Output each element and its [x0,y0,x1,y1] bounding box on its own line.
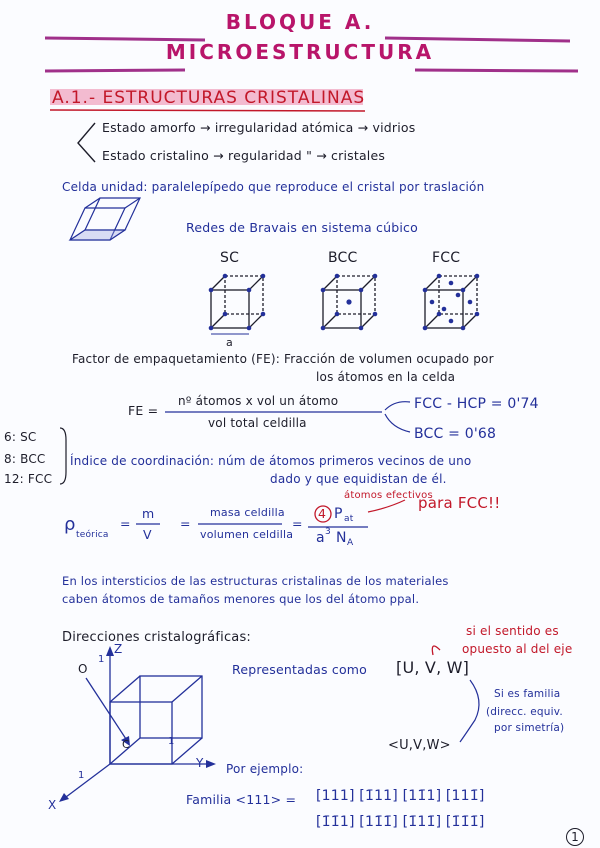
fe-fcc-value: FCC - HCP = 0'74 [414,396,539,412]
dir-uvw: [U, V, W] [396,658,470,677]
fe-numerator: nº átomos x vol un átomo [178,394,339,408]
coord-bcc: 8: BCC [4,452,46,466]
density-note-fcc: para FCC!! [418,494,501,512]
coord-fcc: 12: FCC [4,472,53,486]
density-n: 4 [318,506,327,521]
states-bracket [78,123,95,162]
axis-x-one: 1 [78,770,85,781]
dir-representadas: Representadas como [232,662,368,677]
fe-lhs: FE = [128,403,159,418]
density-note-atomos: átomos efectivos [344,490,433,501]
density-rho-sub: teórica [76,530,109,540]
dir-red-arrow [432,646,440,655]
density-vol: volumen celdilla [200,528,294,541]
page-number: 1 [566,828,584,846]
density-pat-sub: at [344,514,354,524]
bravais-sc: SC [220,250,240,266]
coord-line2: dado y que equidistan de él. [270,472,447,486]
density-a: a [316,530,325,546]
axis-z-one: 1 [98,654,105,665]
bravais-title: Redes de Bravais en sistema cúbico [186,220,418,235]
dir-note-red2: opuesto al del eje [462,642,573,656]
axis-z-label: Z [114,642,123,656]
bravais-fcc: FCC [432,250,461,266]
title-line1: BLOQUE A. [225,10,375,34]
fe-heading: Factor de empaquetamiento (FE): Fracción de volumen ocupado por [72,352,494,366]
density-na: N [336,530,347,546]
title-rule-left [45,38,205,40]
fe-arrow-bcc [385,414,410,432]
density-v: V [143,527,152,542]
dir-fam1: Si es familia [494,688,561,700]
fe-denominator: vol total celdilla [208,416,307,430]
density-m: m [142,506,155,521]
dir-fam-label: Familia <111> = [186,792,297,807]
section-underline [50,110,365,111]
title-line2: MICROESTRUCTURA [165,40,435,64]
axis-o-label: O [78,662,88,676]
dir-fam-row1: [111] [1̄11] [11̄1] [111̄] [316,788,485,804]
coord-line1: Índice de coordinación: núm de átomos primeros vecinos de uno [70,454,472,468]
axis-y-label: Y [196,756,204,770]
dir-fam3: por simetría) [494,722,565,734]
coord-bracket [60,428,66,484]
state-amorfo: Estado amorfo → irregularidad atómica → vidrios [102,120,416,135]
title-rule-right [385,38,570,41]
title-rule-left2 [45,70,185,71]
dir-fam2: (direcc. equiv. [486,706,563,718]
fe-bcc-value: BCC = 0'68 [414,426,497,442]
density-na-sub: A [347,538,354,548]
state-cristalino: Estado cristalino → regularidad " → cristales [102,148,386,163]
interst-line1: En los intersticios de las estructuras cristalinas de los materiales [62,574,449,588]
density-a-exp: 3 [325,527,331,537]
dir-heading: Direcciones cristalográficas: [62,630,252,645]
density-pat: P [334,506,343,522]
celda-unidad: Celda unidad: paralelepípedo que reproduce el cristal por traslación [62,180,485,194]
density-masa: masa celdilla [210,506,285,519]
sc-cube [211,276,263,328]
bravais-a-label: a [226,336,233,349]
unit-cell-icon [70,198,140,240]
axis-y-one: 1 [168,736,175,747]
section-heading: A.1.- ESTRUCTURAS CRISTALINAS [52,88,366,108]
dir-note-red1: si el sentido es [466,624,559,638]
density-eq2: = [180,516,191,531]
dir-family-uvw: <U,V,W> [388,738,451,753]
fe-arrow-fcc [385,402,410,410]
title-rule-right2 [415,70,578,71]
coord-sc: 6: SC [4,430,37,444]
density-eq3: = [292,516,303,531]
dir-ejemplo: Por ejemplo: [226,762,304,776]
axis-x-label: X [48,798,57,812]
interst-line2: caben átomos de tamaños menores que los del átomo ppal. [62,592,420,606]
dir-fam-row2: [1̄1̄1] [11̄1̄] [1̄11̄] [1̄1̄1̄] [316,814,485,830]
dir-family-arrow [460,680,479,742]
axis-c-label: C [122,738,130,751]
density-red-arrow [368,500,405,512]
density-eq1: = [120,516,131,531]
bravais-bcc: BCC [328,250,358,266]
fe-heading2: los átomos en la celda [316,370,456,384]
density-rho: ρ [64,514,76,535]
